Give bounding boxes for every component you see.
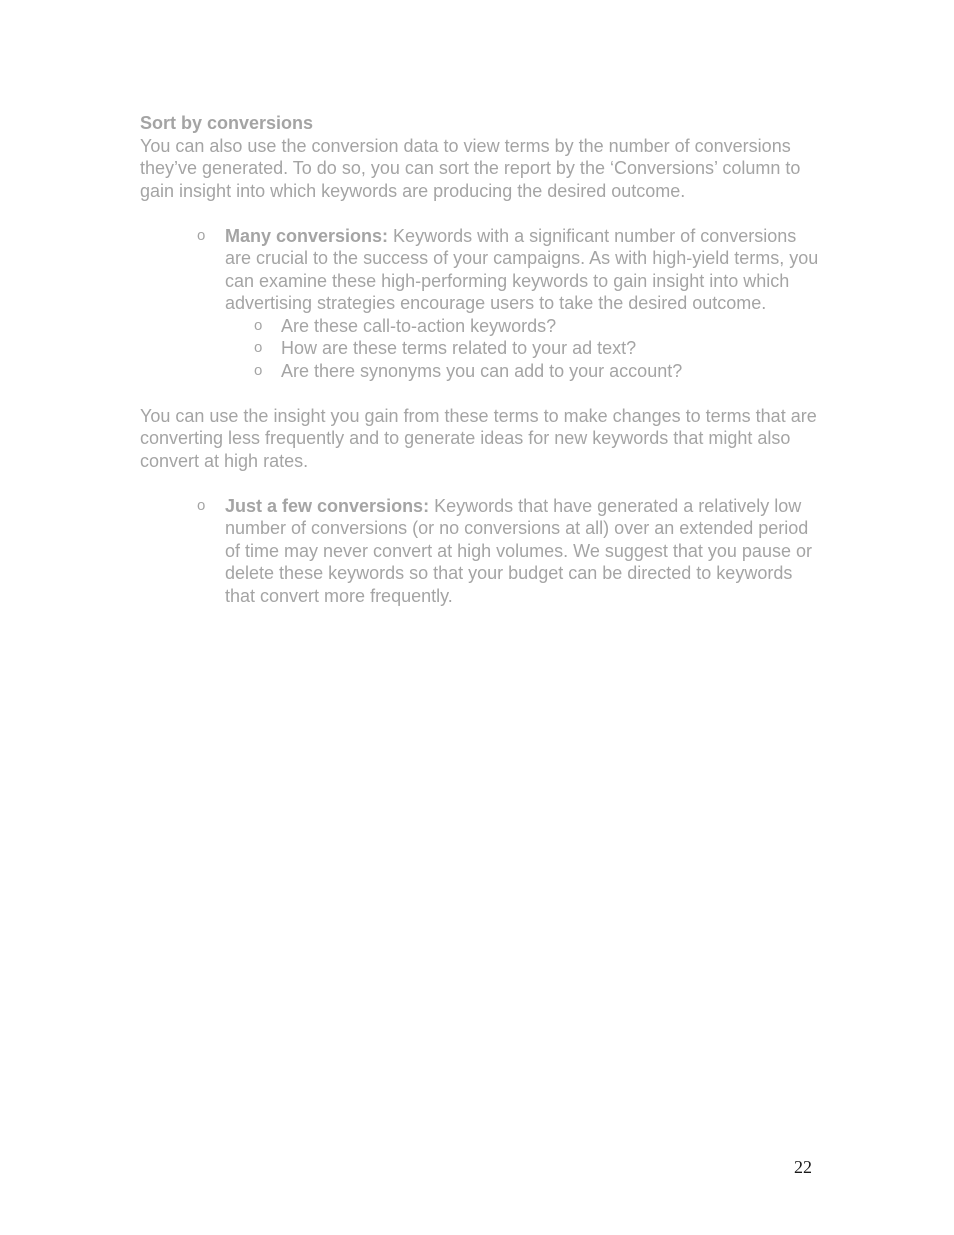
section-heading: Sort by conversions [140,113,314,133]
question-item [254,337,820,360]
many-conversions-list [140,225,820,383]
many-conversions-text: Keywords with a significant number of conversions are crucial to the success of your campaigns. As with high-yield terms, you can examine these high-performing keywords to gain insight into which advertising strategies encourage users to take the desired outcome. [225,225,819,313]
question-text: How are these terms related to your ad text? [281,338,637,358]
question-text: Are there synonyms you can add to your account? [281,360,683,381]
bullet-circle-icon: o [254,316,263,334]
many-conversions-item [197,225,820,383]
page-content [140,112,820,607]
many-conversions-label: Many conversions: [225,225,389,246]
few-conversions-text: Keywords that have generated a relatively low number of conversions (or no conversions at all) over an extended period of time may never convert at high volumes. We suggest that you pause or delete these keywords so that your budget can be directed to keywords that convert more frequently. [225,495,812,606]
question-item [254,360,820,383]
question-item [254,315,820,338]
few-conversions-list [140,495,820,608]
bullet-circle-icon: o [254,339,263,356]
bullet-circle-icon: o [254,361,263,379]
question-text: Are these call-to-action keywords? [281,315,557,336]
few-conversions-item [197,495,820,608]
bullet-circle-icon: o [197,226,206,244]
question-list [225,315,820,383]
bullet-circle-icon: o [197,496,206,514]
few-conversions-label: Just a few conversions: [225,495,430,516]
insight-paragraph: You can use the insight you gain from these terms to make changes to terms that are converting less frequently and to generate ideas for new keywords that might also convert at high rates. [140,405,817,471]
intro-paragraph: You can also use the conversion data to view terms by the number of conversions they’ve generated. To do so, you can sort the report by the ‘Conversions’ column to gain insight into which keywords are producing the desired outcome. [140,135,801,201]
page-number: 22 [794,1157,812,1177]
